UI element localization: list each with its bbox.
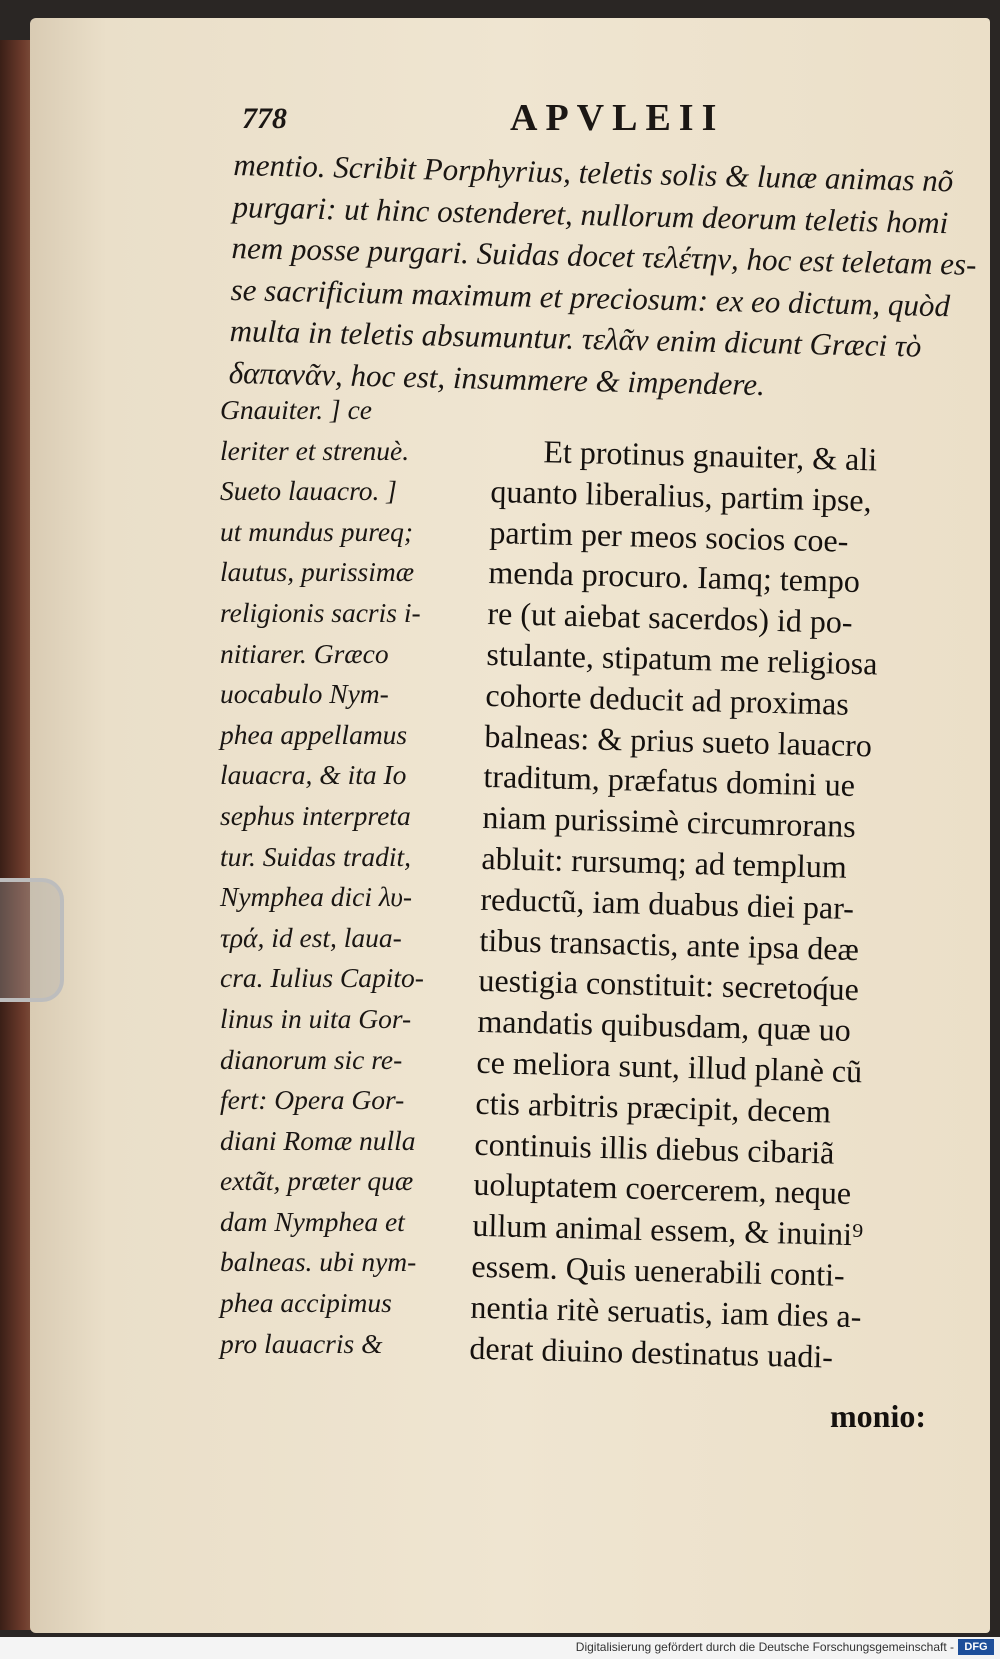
margin-note-line: extãt, præter quæ: [220, 1165, 414, 1197]
running-title: APVLEII: [510, 97, 725, 139]
margin-note-line: phea accipimus: [220, 1287, 392, 1319]
main-text-line: nentia ritè seruatis, iam dies a-: [470, 1288, 862, 1335]
margin-note-line: Gnauiter. ] ce: [220, 394, 372, 425]
main-text-line: ctis arbitris præcipit, decem: [475, 1084, 832, 1130]
margin-note-line: phea appellamus: [220, 718, 408, 750]
margin-note-line: dianorum sic re-: [220, 1043, 403, 1075]
margin-note-line: lautus, purissimæ: [220, 556, 415, 588]
margin-note-line: religionis sacris i-: [220, 596, 421, 628]
main-text-line: abluit: rursumq; ad templum: [481, 839, 848, 885]
main-text-line: mandatis quibusdam, quæ uo: [477, 1002, 852, 1049]
commentary-line: se sacrificium maximum et preciosum: ex eo dictum, quòd: [230, 271, 951, 323]
main-text-line: derat diuino destinatus uadi-: [469, 1329, 834, 1375]
margin-note-line: tur. Suidas tradit,: [220, 840, 412, 872]
margin-note-line: balneas. ubi nym-: [220, 1246, 417, 1278]
main-text-line: uestigia constituit: secretoq́ue: [478, 962, 860, 1008]
margin-note-line: lauacra, & ita Io: [220, 759, 407, 791]
margin-note-line: linus in uita Gor-: [220, 1002, 412, 1034]
main-text-line: reductũ, iam duabus diei par-: [480, 880, 855, 926]
main-text-line: tibus transactis, ante ipsa deæ: [479, 921, 860, 967]
margin-note-line: leriter et strenuè.: [220, 434, 410, 466]
main-text-line: quanto liberalius, partim ipse,: [490, 472, 873, 519]
margin-note-line: nitiarer. Græco: [220, 637, 389, 669]
dfg-logo[interactable]: DFG: [958, 1639, 994, 1655]
book-page: [30, 18, 990, 1633]
margin-note-line: ut mundus pureq;: [220, 515, 413, 547]
main-text-line: stulante, stipatum me religiosa: [486, 635, 878, 682]
main-text-line: cohorte deducit ad proximas: [485, 676, 850, 722]
main-text-line: balneas: & prius sueto lauacro: [484, 717, 873, 763]
main-text-line: niam purissimè circumrorans: [482, 799, 857, 845]
margin-note-line: dam Nymphea et: [220, 1205, 405, 1237]
margin-note-line: pro lauacris &: [220, 1327, 383, 1359]
main-text-line: continuis illis diebus cibariã: [474, 1125, 835, 1171]
margin-note-line: cra. Iulius Capito-: [220, 962, 424, 994]
footer-bar: [0, 1637, 1000, 1659]
margin-notes: [220, 390, 482, 1364]
margin-note-line: sephus interpreta: [220, 799, 411, 831]
main-text-line: ce meliora sunt, illud planè cũ: [476, 1043, 863, 1090]
main-text-line: re (ut aiebat sacerdos) id po-: [487, 595, 854, 641]
margin-note-line: uocabulo Nym-: [220, 678, 389, 710]
margin-note-line: fert: Opera Gor-: [220, 1084, 405, 1116]
main-text-line: Et protinus gnauiter, & ali: [543, 433, 878, 478]
margin-note-line: Nymphea dici λυ-: [220, 881, 413, 913]
main-text-line: partim per meos socios coe-: [489, 513, 849, 559]
catchword: monio:: [830, 1398, 926, 1434]
main-text-line: traditum, præfatus domini ue: [483, 758, 856, 804]
main-text-line: menda procuro. Iamq; tempo: [488, 554, 861, 600]
margin-note-line: τρά, id est, laua-: [220, 921, 402, 953]
commentary-line: multa in teletis absumuntur. τελᾶν enim dicunt Græci τὸ: [229, 312, 922, 364]
commentary-top: [228, 144, 977, 410]
funding-credit: Digitalisierung gefördert durch die Deutsche Forschungsgemeinschaft -: [575, 1640, 954, 1654]
margin-note-line: Sueto lauacro. ]: [220, 475, 397, 507]
commentary-line: nem posse purgari. Suidas docet τελέτην, hoc est teletam es-: [231, 229, 977, 282]
commentary-line: mentio. Scribit Porphyrius, teletis solis & lunæ animas nõ: [233, 146, 954, 199]
running-head: [30, 82, 990, 142]
commentary-line: purgari: ut hinc ostenderet, nullorum deorum teletis homi: [232, 188, 949, 240]
main-text-line: essem. Quis uenerabili conti-: [471, 1247, 846, 1293]
page-number: 778: [242, 102, 287, 135]
main-text-line: uoluptatem coercerem, neque: [473, 1166, 852, 1212]
main-text-column: [469, 430, 982, 1380]
main-text-line: ullum animal essem, & inuini⁹: [472, 1206, 864, 1253]
commentary-line: δαπανᾶν, hoc est, insummere & impendere.: [228, 354, 766, 402]
page-clip: [0, 878, 64, 1002]
margin-note-line: diani Romæ nulla: [220, 1124, 416, 1156]
